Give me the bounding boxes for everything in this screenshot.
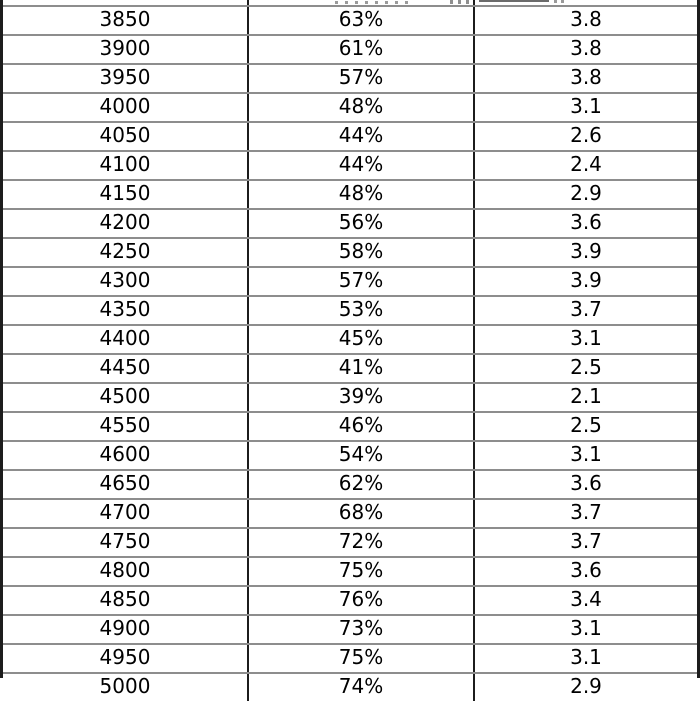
table-cell: 3.7 [473, 500, 697, 527]
table-cell: 73% [247, 616, 473, 643]
table-row [3, 179, 697, 208]
table-cell: 2.6 [473, 123, 697, 150]
table-cell: 3.9 [473, 239, 697, 266]
table-cell: 39% [247, 384, 473, 411]
clipped-text-fragment [450, 0, 474, 4]
table-cell: 4200 [99, 210, 151, 234]
table-cell: 3.1 [473, 94, 697, 121]
table-cell: 45% [247, 326, 473, 353]
table-cell: 4500 [99, 384, 151, 408]
table-cell: 2.1 [473, 384, 697, 411]
table-cell: 4300 [99, 268, 151, 292]
clipped-text-fragment [335, 1, 409, 4]
table-cell: 46% [247, 413, 473, 440]
table-cell: 57% [247, 65, 473, 92]
table-cell: 3900 [99, 36, 151, 60]
table-row [3, 527, 697, 556]
table-cell: 48% [247, 181, 473, 208]
table-cell: 4850 [99, 587, 151, 611]
table-row [3, 92, 697, 121]
table-cell: 3.6 [473, 558, 697, 585]
table-row [3, 266, 697, 295]
table-cell: 4550 [99, 413, 151, 437]
table-row [3, 498, 697, 527]
table-cell: 54% [247, 442, 473, 469]
table-cell: 76% [247, 587, 473, 614]
table-cell: 61% [247, 36, 473, 63]
table-cell: 3.1 [473, 616, 697, 643]
table-cell: 4350 [99, 297, 151, 321]
table-cell: 3.7 [473, 529, 697, 556]
table-cell: 56% [247, 210, 473, 237]
table-cell: 3.1 [473, 645, 697, 672]
table-cell: 62% [247, 471, 473, 498]
table-cell: 4650 [99, 471, 151, 495]
table-row [3, 63, 697, 92]
table-cell: 4600 [99, 442, 151, 466]
table-row [3, 672, 697, 701]
table-row [3, 643, 697, 672]
table-row [3, 382, 697, 411]
table-row [3, 585, 697, 614]
table-cell: 4750 [99, 529, 151, 553]
table-cell: 3.8 [473, 65, 697, 92]
clipped-header-row [3, 0, 697, 5]
table-cell: 2.5 [473, 355, 697, 382]
clipped-text-fragment [554, 0, 566, 3]
table-cell: 75% [247, 645, 473, 672]
table-cell: 3850 [99, 7, 151, 31]
table-cell: 63% [247, 7, 473, 34]
table-cell: 4100 [99, 152, 151, 176]
table-cell: 5000 [99, 674, 151, 698]
table-cell: 68% [247, 500, 473, 527]
table-cell: 4900 [99, 616, 151, 640]
clipped-border-fragment [479, 0, 549, 2]
table-cell: 53% [247, 297, 473, 324]
table-row [3, 208, 697, 237]
table-cell: 3.8 [473, 7, 697, 34]
table-body [3, 5, 697, 698]
table-row [3, 150, 697, 179]
table-cell: 74% [247, 674, 473, 701]
table-cell: 3.6 [473, 471, 697, 498]
table-cell: 41% [247, 355, 473, 382]
table-cell: 3.7 [473, 297, 697, 324]
table-cell: 3.8 [473, 36, 697, 63]
table-row [3, 469, 697, 498]
table-cell: 2.9 [473, 181, 697, 208]
table-cell: 4450 [99, 355, 151, 379]
table-row [3, 353, 697, 382]
table-cell: 2.5 [473, 413, 697, 440]
table-row [3, 556, 697, 585]
table-cell: 3.9 [473, 268, 697, 295]
table-cell: 4250 [99, 239, 151, 263]
table-row [3, 324, 697, 353]
table-cell: 4950 [99, 645, 151, 669]
table-cell: 4150 [99, 181, 151, 205]
table-cell: 2.4 [473, 152, 697, 179]
table-cell: 3.6 [473, 210, 697, 237]
table-row [3, 440, 697, 469]
table-cell: 48% [247, 94, 473, 121]
table-cell: 4800 [99, 558, 151, 582]
clipped-header-cell [3, 0, 247, 5]
table-row [3, 34, 697, 63]
table-cell: 4400 [99, 326, 151, 350]
table-cell: 3.1 [473, 326, 697, 353]
table-cell: 4050 [99, 123, 151, 147]
table-row [3, 614, 697, 643]
table-row [3, 295, 697, 324]
table-cell: 3.1 [473, 442, 697, 469]
table-cell: 4700 [99, 500, 151, 524]
table-row [3, 237, 697, 266]
table-row [3, 5, 697, 34]
table-cell: 44% [247, 123, 473, 150]
table-cell: 72% [247, 529, 473, 556]
table-cell: 3950 [99, 65, 151, 89]
table-cell: 4000 [99, 94, 151, 118]
table-cell: 3.4 [473, 587, 697, 614]
table-cell: 58% [247, 239, 473, 266]
table-cell: 2.9 [473, 674, 697, 701]
table-cell: 44% [247, 152, 473, 179]
table-cell: 75% [247, 558, 473, 585]
table-row [3, 121, 697, 150]
table-cell: 57% [247, 268, 473, 295]
table-row [3, 411, 697, 440]
